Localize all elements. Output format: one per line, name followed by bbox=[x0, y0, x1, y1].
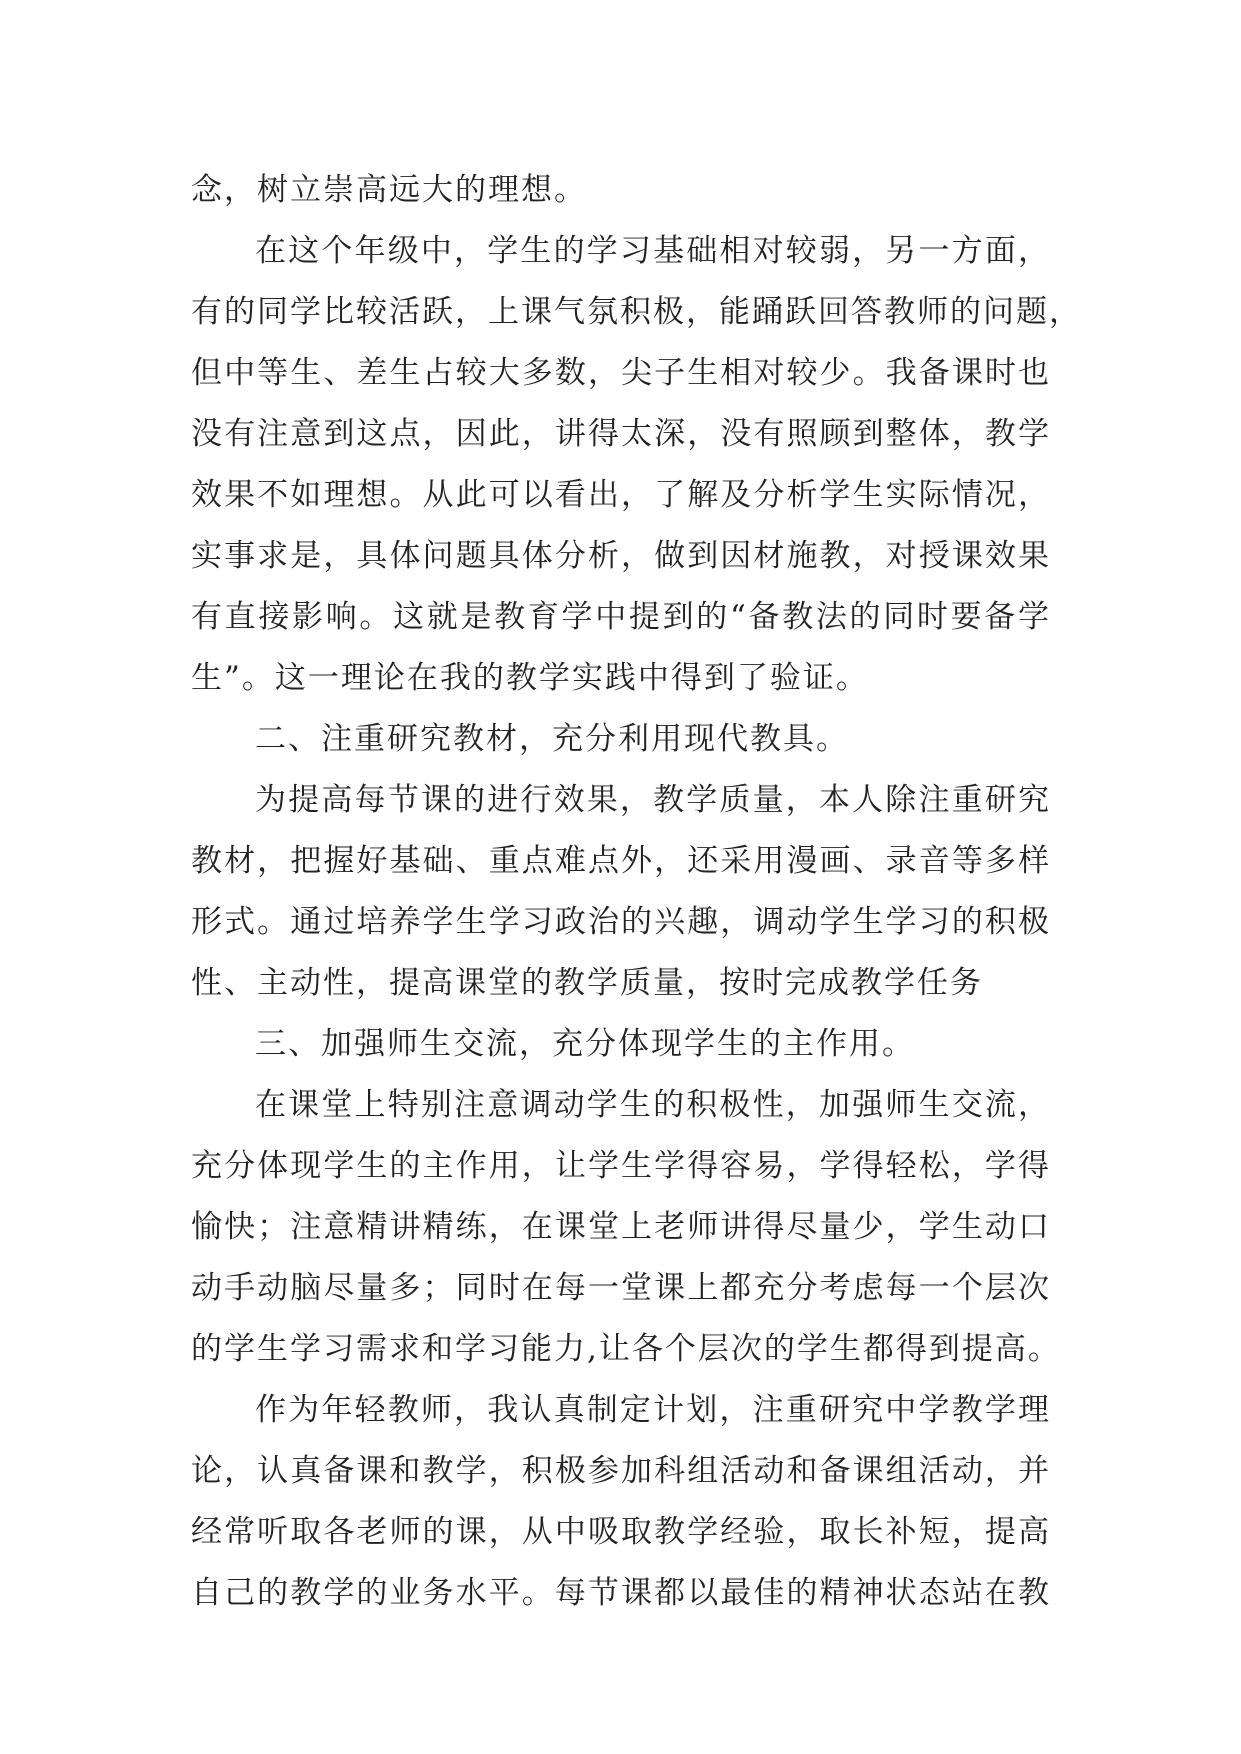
text-line: 在这个年级中，学生的学习基础相对较弱，另一方面， bbox=[255, 233, 1051, 269]
section-heading: 三、加强师生交流，充分体现学生的主作用。 bbox=[255, 1026, 915, 1062]
text-line: 实事求是，具体问题具体分析，做到因材施教，对授课效果 bbox=[191, 538, 1051, 574]
text-line: 为提高每节课的进行效果，教学质量，本人除注重研究 bbox=[255, 782, 1051, 818]
text-line: 自己的教学的业务水平。每节课都以最佳的精神状态站在教 bbox=[191, 1575, 1051, 1611]
document-body bbox=[191, 160, 1082, 1624]
text-line: 论，认真备课和教学，积极参加科组活动和备课组活动，并 bbox=[191, 1453, 1051, 1489]
text-line: 作为年轻教师，我认真制定计划，注重研究中学教学理 bbox=[255, 1392, 1051, 1428]
text-line: 生”。这一理论在我的教学实践中得到了验证。 bbox=[191, 660, 869, 696]
section-heading: 二、注重研究教材，充分利用现代教具。 bbox=[255, 721, 849, 757]
text-line: 念，树立崇高远大的理想。 bbox=[191, 172, 587, 208]
text-line: 没有注意到这点，因此，讲得太深，没有照顾到整体，教学 bbox=[191, 416, 1051, 452]
text-line: 有直接影响。这就是教育学中提到的“备教法的同时要备学 bbox=[191, 599, 1051, 635]
text-line: 在课堂上特别注意调动学生的积极性，加强师生交流， bbox=[255, 1087, 1051, 1123]
text-line: 但中等生、差生占较大多数，尖子生相对较少。我备课时也 bbox=[191, 355, 1051, 391]
text-line: 愉快；注意精讲精练，在课堂上老师讲得尽量少，学生动口 bbox=[191, 1209, 1051, 1245]
text-line: 动手动脑尽量多；同时在每一堂课上都充分考虑每一个层次 bbox=[191, 1270, 1051, 1306]
text-line: 有的同学比较活跃，上课气氛积极，能踊跃回答教师的问题， bbox=[191, 294, 1082, 330]
text-line: 形式。通过培养学生学习政治的兴趣，调动学生学习的积极 bbox=[191, 904, 1051, 940]
text-line: 效果不如理想。从此可以看出，了解及分析学生实际情况， bbox=[191, 477, 1051, 513]
text-line: 经常听取各老师的课，从中吸取教学经验，取长补短，提高 bbox=[191, 1514, 1051, 1550]
text-line: 的学生学习需求和学习能力,让各个层次的学生都得到提高。 bbox=[191, 1331, 1061, 1367]
text-line: 充分体现学生的主作用，让学生学得容易，学得轻松，学得 bbox=[191, 1148, 1051, 1184]
text-line: 性、主动性，提高课堂的教学质量，按时完成教学任务 bbox=[191, 965, 983, 1001]
text-line: 教材，把握好基础、重点难点外，还采用漫画、录音等多样 bbox=[191, 843, 1051, 879]
